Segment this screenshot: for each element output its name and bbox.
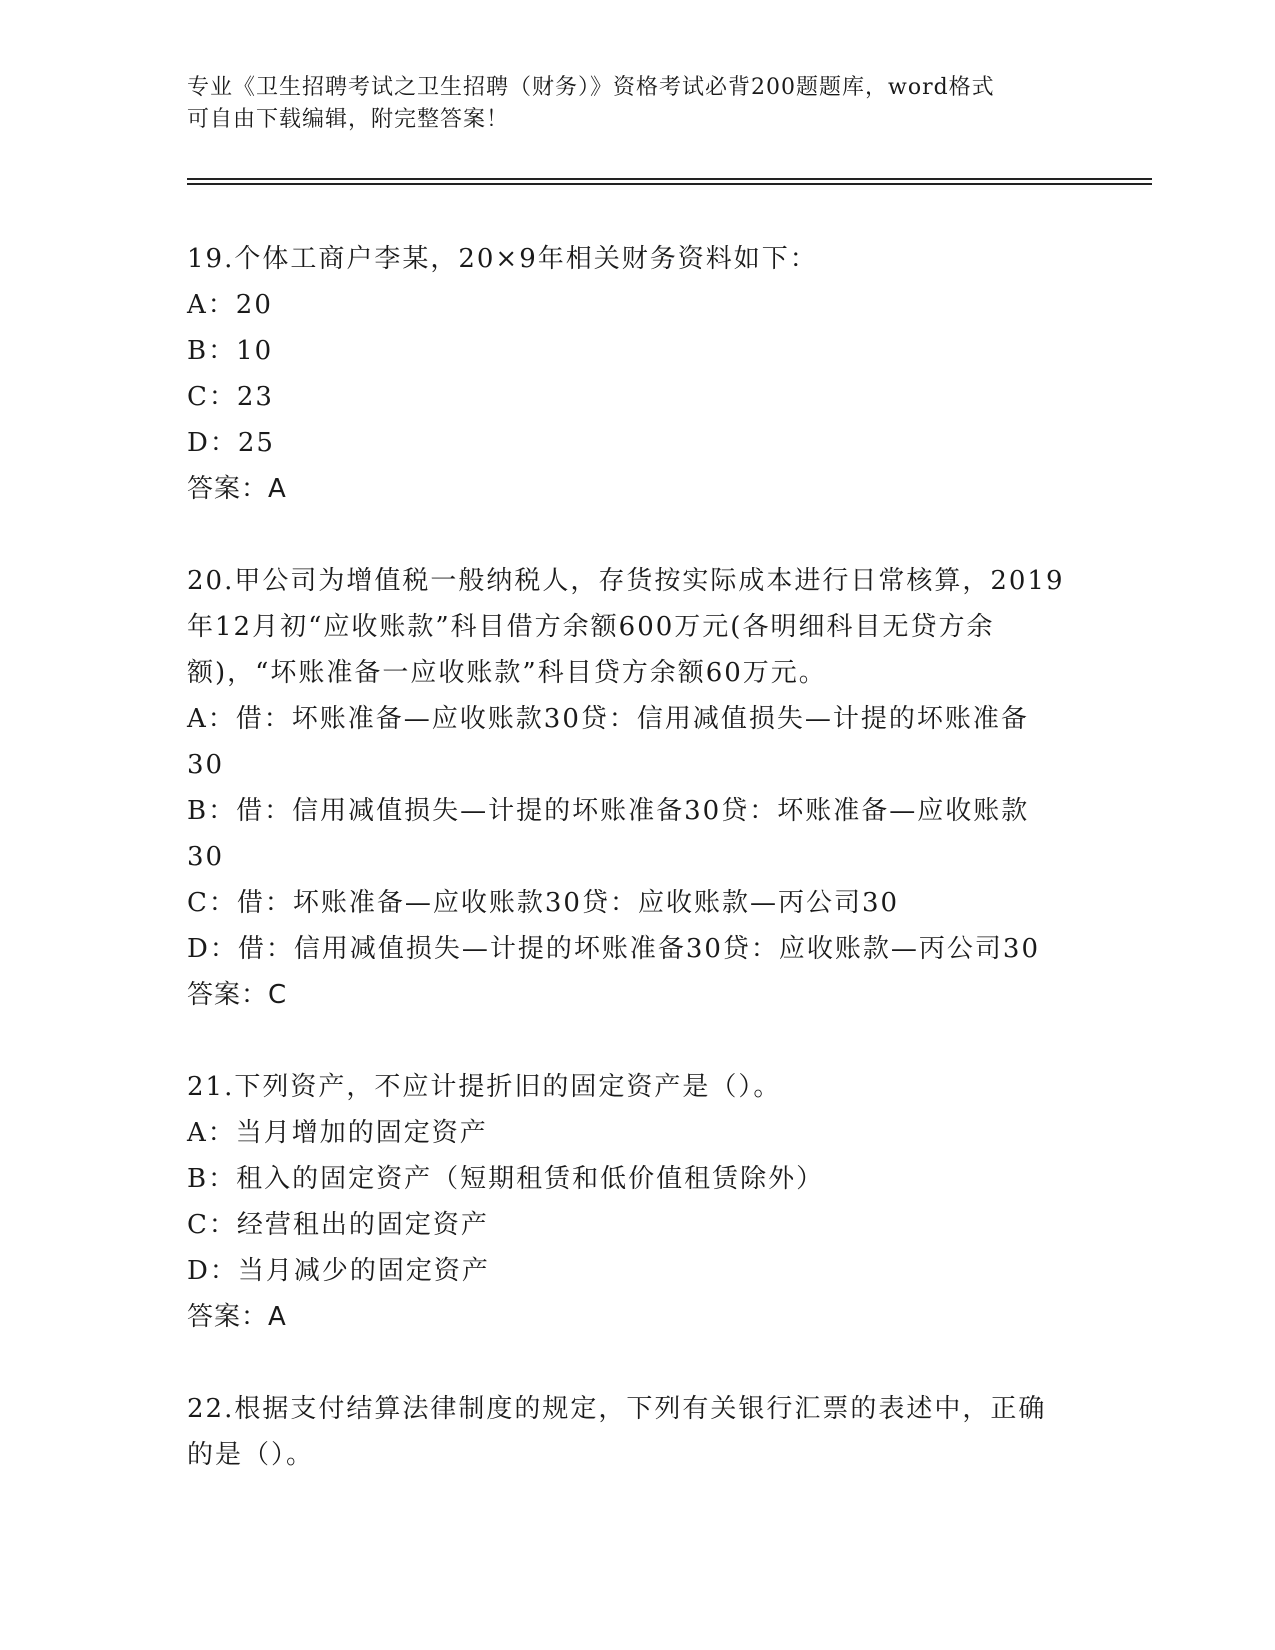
- question-stem: 22.根据支付结算法律制度的规定，下列有关银行汇票的表述中，正确: [187, 1394, 1047, 1424]
- option-c: C：借：坏账准备—应收账款30贷：应收账款—丙公司30: [187, 888, 900, 918]
- option-a: A：借：坏账准备—应收账款30贷：信用减值损失—计提的坏账准备: [187, 704, 1029, 734]
- answer-label: 答案：A: [187, 474, 287, 504]
- option-d: D：25: [187, 428, 275, 458]
- question-20: [187, 558, 1087, 1018]
- option-a: A：20: [187, 290, 273, 320]
- question-22: [187, 1386, 1087, 1478]
- question-stem: 21.下列资产，不应计提折旧的固定资产是（）。: [187, 1072, 782, 1102]
- option-d: D：借：信用减值损失—计提的坏账准备30贷：应收账款—丙公司30: [187, 934, 1041, 964]
- header-divider-bottom: [187, 183, 1152, 185]
- document-header: [187, 72, 1067, 136]
- header-line-2: 可自由下载编辑，附完整答案！: [187, 107, 510, 132]
- question-stem: 的是（）。: [187, 1440, 315, 1470]
- header-divider-top: [187, 178, 1152, 180]
- question-19: [187, 236, 1087, 512]
- answer-label: 答案：C: [187, 980, 288, 1010]
- option-b: B：借：信用减值损失—计提的坏账准备30贷：坏账准备—应收账款: [187, 796, 1030, 826]
- option-b: B：租入的固定资产（短期租赁和低价值租赁除外）: [187, 1164, 825, 1194]
- option-a: A：当月增加的固定资产: [187, 1118, 488, 1148]
- header-line-1: 专业《卫生招聘考试之卫生招聘（财务）》资格考试必背200题题库，word格式: [187, 75, 995, 100]
- question-stem: 额)，“坏账准备一应收账款”科目贷方余额60万元。: [187, 658, 827, 688]
- option-b: B：10: [187, 336, 274, 366]
- question-stem: 20.甲公司为增值税一般纳税人，存货按实际成本进行日常核算，2019: [187, 566, 1065, 596]
- question-list: [187, 236, 1087, 1478]
- option-c: C：经营租出的固定资产: [187, 1210, 489, 1240]
- question-stem: 19.个体工商户李某，20×9年相关财务资料如下：: [187, 244, 818, 274]
- option-a-continued: 30: [187, 750, 225, 780]
- option-d: D：当月减少的固定资产: [187, 1256, 490, 1286]
- answer-label: 答案：A: [187, 1302, 287, 1332]
- option-b-continued: 30: [187, 842, 225, 872]
- option-c: C：23: [187, 382, 274, 412]
- question-21: [187, 1064, 1087, 1340]
- question-stem: 年12月初“应收账款”科目借方余额600万元(各明细科目无贷方余: [187, 612, 995, 642]
